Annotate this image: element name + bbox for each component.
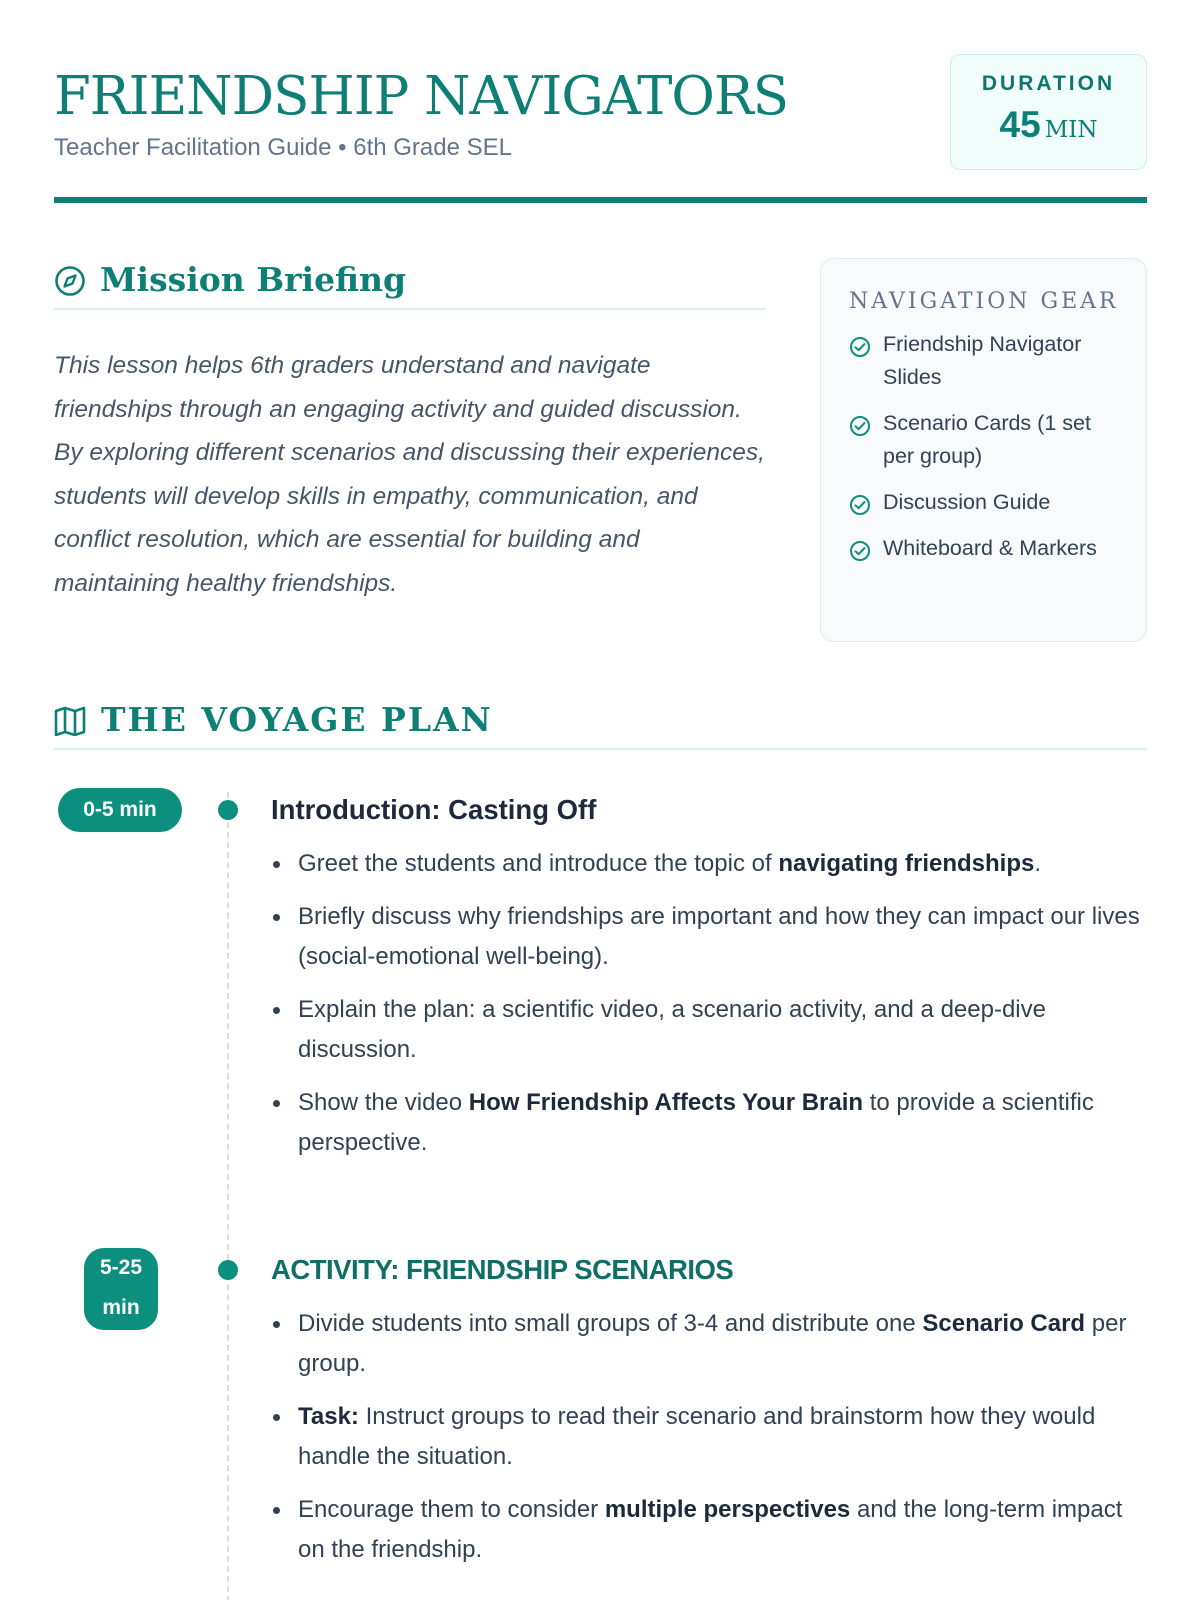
gear-item	[849, 486, 1120, 519]
bullet-text: Show the video	[298, 1089, 469, 1116]
bullet-emphasis: multiple perspectives	[604, 1496, 851, 1523]
timeline-line	[227, 792, 229, 1600]
check-circle-icon	[849, 415, 871, 437]
timeline-dot	[218, 1260, 238, 1280]
bullet-text: Briefly discuss why friendships are important and how they can impact our lives (social-emotional well-being).	[298, 903, 1140, 970]
step-bullet	[271, 844, 1147, 884]
navigation-gear-title: NAVIGATION GEAR	[849, 289, 1119, 314]
check-circle-icon	[849, 494, 871, 516]
header-divider	[54, 197, 1147, 203]
step-bullet-list	[271, 844, 1147, 1176]
duration-card	[950, 54, 1147, 170]
step-bullet	[271, 1490, 1147, 1570]
step-bullet	[271, 1397, 1147, 1477]
bullet-text: .	[1034, 850, 1042, 877]
bullet-text: Explain the plan: a scientific video, a scenario activity, and a deep-dive discussion.	[298, 996, 1046, 1063]
voyage-plan-title: THE VOYAGE PLAN	[101, 700, 493, 739]
bullet-text: and the long-term impact on the friendship.	[298, 1496, 1123, 1563]
duration-unit: MIN	[1044, 117, 1098, 143]
step-bullet	[271, 990, 1147, 1070]
bullet-emphasis: Scenario Card	[922, 1310, 1086, 1337]
bullet-text: Greet the students and introduce the topic of	[298, 850, 779, 877]
gear-item-label: Scenario Cards (1 set per group)	[883, 411, 1091, 468]
step-title: ACTIVITY: FRIENDSHIP SCENARIOS	[271, 1254, 734, 1285]
navigation-gear-card	[820, 258, 1147, 642]
map-icon	[54, 706, 86, 736]
gear-item-label: Friendship Navigator Slides	[883, 332, 1082, 389]
bullet-text: Encourage them to consider	[298, 1496, 605, 1523]
bullet-text: per group.	[298, 1310, 1127, 1377]
step-title: Introduction: Casting Off	[271, 794, 597, 825]
gear-item	[849, 532, 1120, 565]
duration-value-wrap	[951, 104, 1146, 146]
bullet-emphasis: Task:	[298, 1403, 359, 1430]
gear-item	[849, 328, 1120, 394]
gear-item-label: Discussion Guide	[883, 490, 1051, 514]
bullet-text: Divide students into small groups of 3-4 and distribute one	[298, 1310, 923, 1337]
time-badge: 0-5 min	[58, 788, 182, 832]
time-badge-line1: 5-25	[99, 1256, 143, 1279]
step-bullet-list	[271, 1304, 1147, 1583]
voyage-plan-header	[54, 698, 1147, 750]
step-bullet	[271, 1083, 1147, 1163]
duration-label: DURATION	[981, 72, 1116, 95]
bullet-emphasis: How Friendship Affects Your Brain	[468, 1089, 864, 1116]
navigation-gear-list	[849, 328, 1120, 565]
mission-briefing-section	[54, 258, 766, 605]
mission-briefing-header	[54, 258, 766, 310]
step-bullet	[271, 897, 1147, 977]
time-badge	[84, 1248, 158, 1330]
timeline-dot	[218, 800, 238, 820]
bullet-text: Instruct groups to read their scenario and brainstorm how they would handle the situation.	[298, 1403, 1096, 1470]
gear-item-label: Whiteboard & Markers	[883, 536, 1097, 560]
check-circle-icon	[849, 540, 871, 562]
time-badge-line2: min	[102, 1296, 140, 1319]
step-bullet	[271, 1304, 1147, 1384]
mission-briefing-text: This lesson helps 6th graders understand and navigate friendships through an engaging activity and guided discussion. By exploring different scenarios and discussing their experiences, students will develop skills in empathy, communication, and conflict resolution, which are essential for building and maintaining healthy friendships.	[54, 352, 765, 597]
bullet-text: to provide a scientific perspective.	[298, 1089, 1094, 1156]
page-title: FRIENDSHIP NAVIGATORS	[54, 66, 789, 127]
compass-icon	[54, 265, 86, 297]
page-subtitle: Teacher Facilitation Guide • 6th Grade SEL	[54, 134, 512, 161]
duration-value: 45	[999, 104, 1041, 145]
check-circle-icon	[849, 336, 871, 358]
lesson-guide-page	[54, 0, 1147, 1600]
bullet-emphasis: navigating friendships	[778, 850, 1035, 877]
mission-briefing-title: Mission Briefing	[100, 260, 407, 299]
gear-item	[849, 407, 1120, 473]
page-header	[54, 54, 1147, 204]
